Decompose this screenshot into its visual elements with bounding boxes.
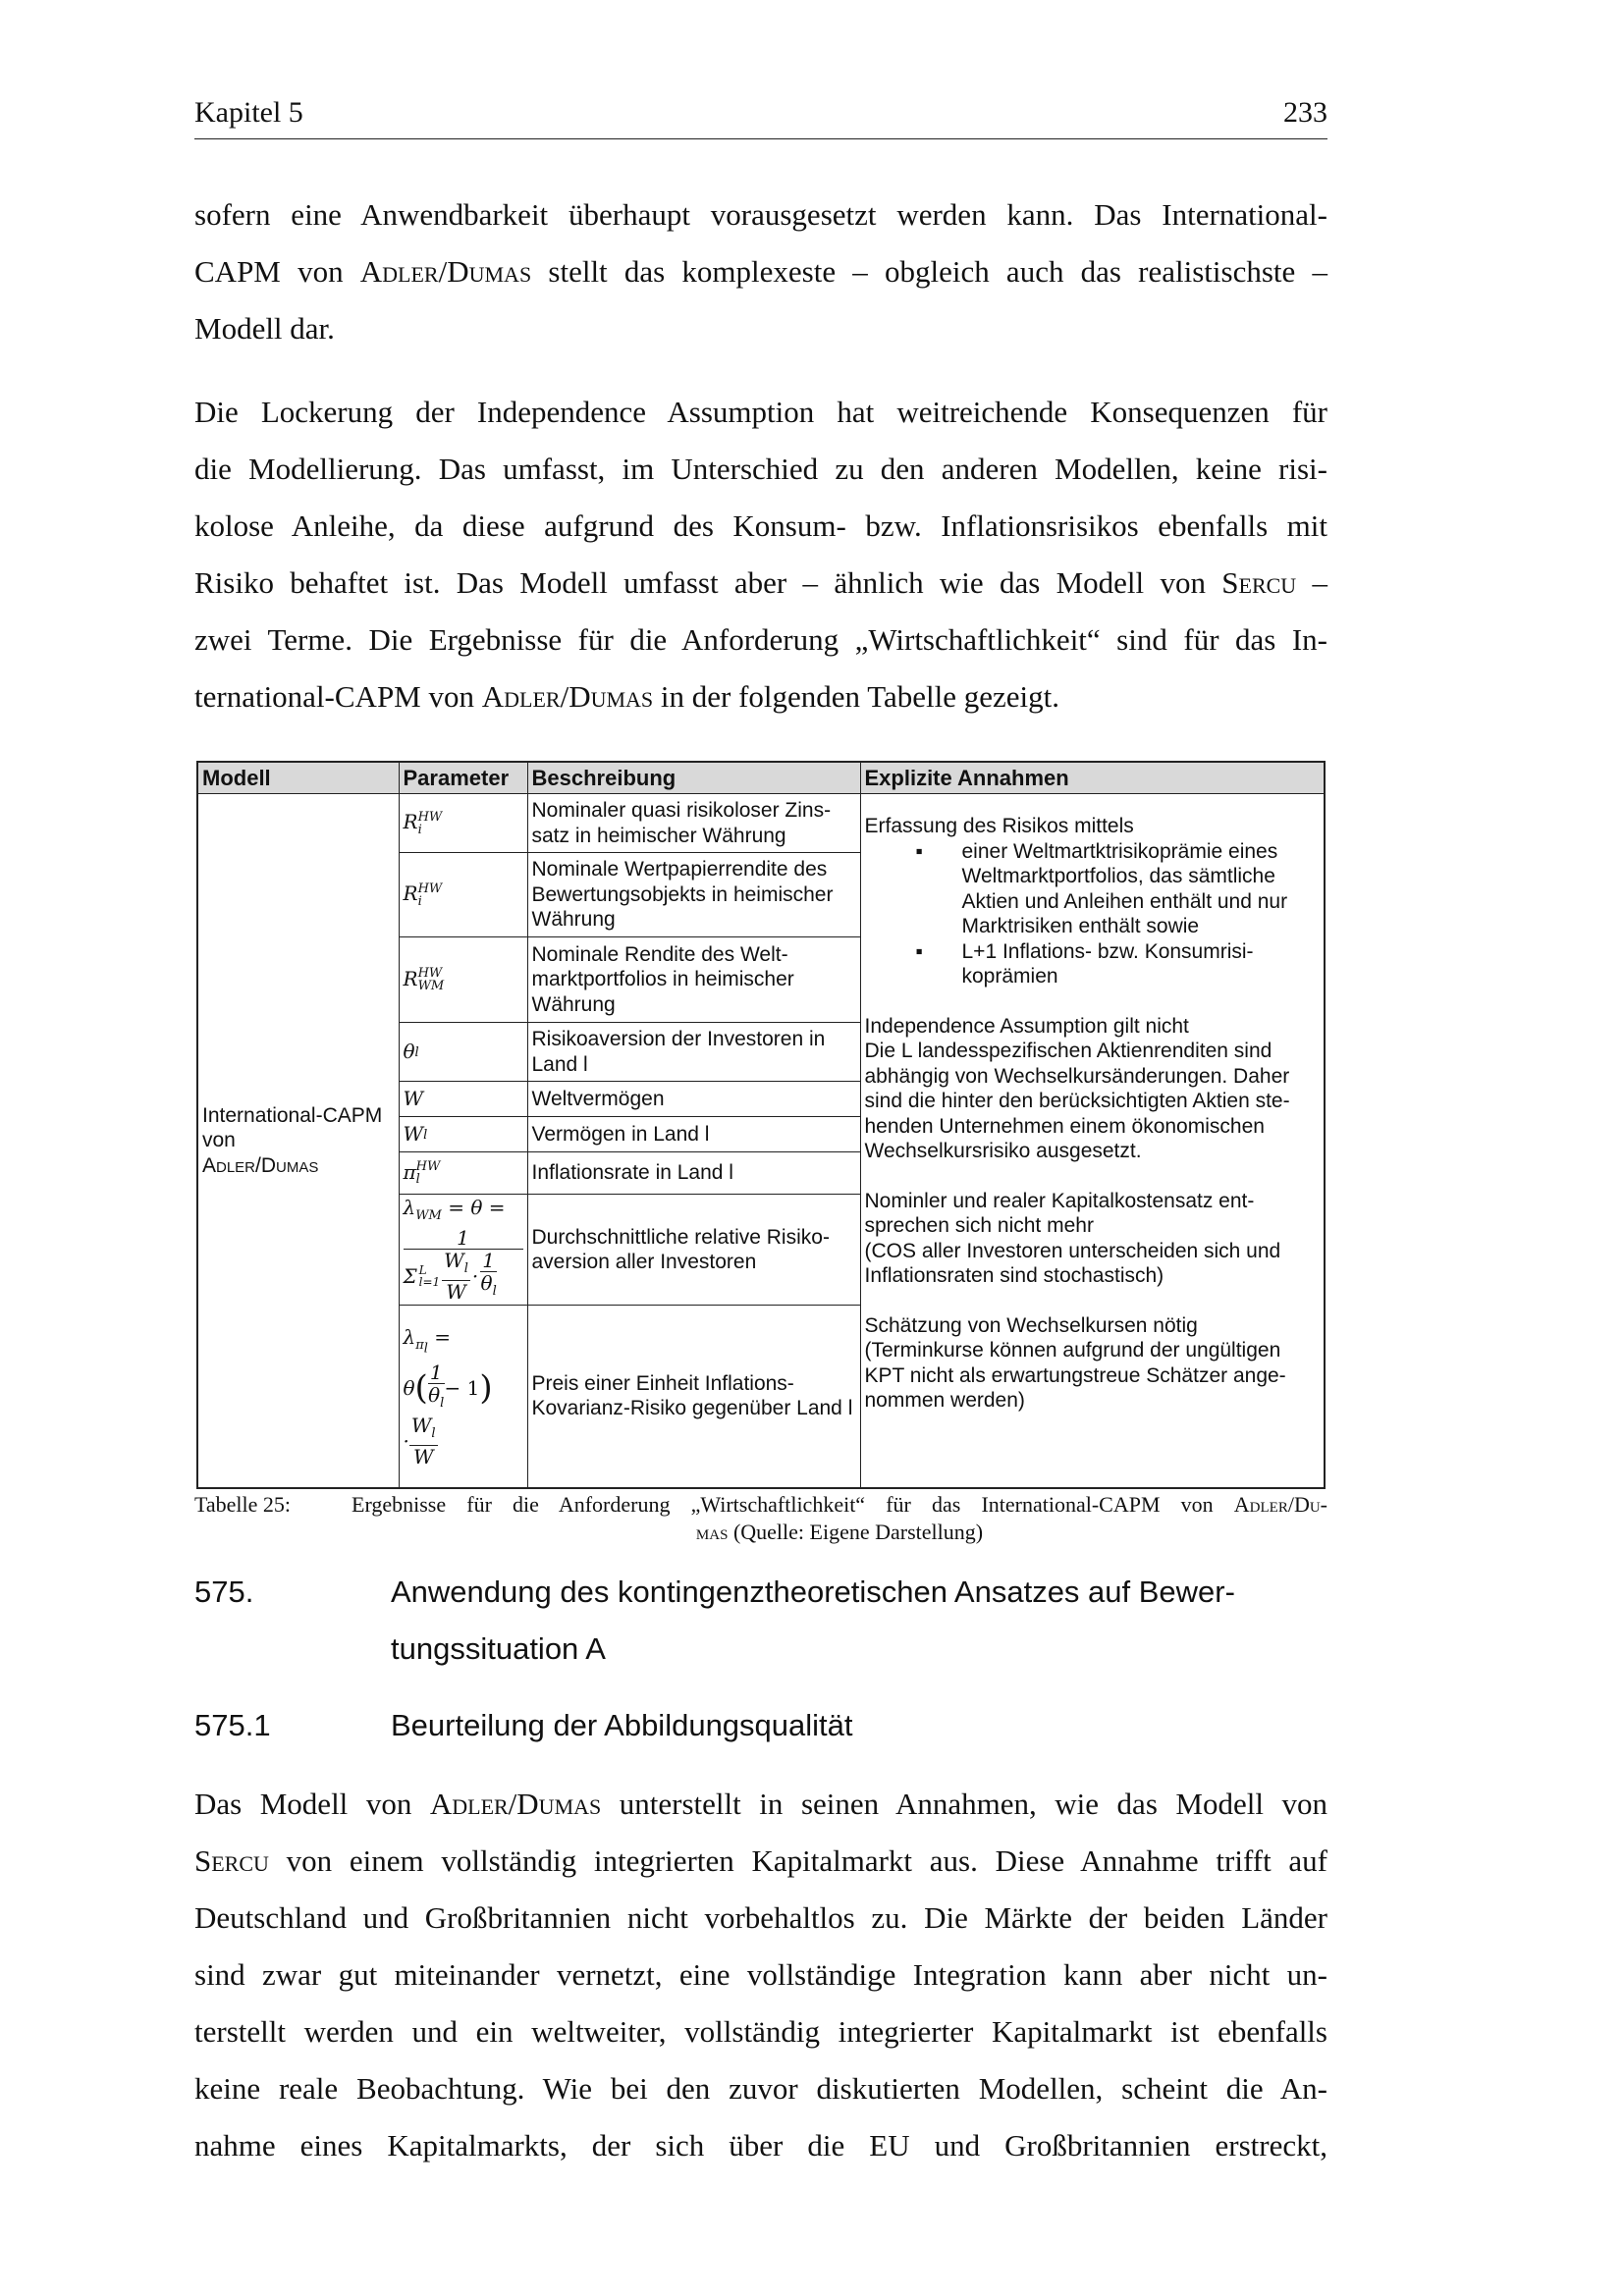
col-header-parameter: Parameter xyxy=(399,762,527,794)
bullet-icon: ▪ xyxy=(915,939,923,963)
text-segment: unterstellt in seinen Annahmen, wie das Modell von xyxy=(601,1786,1327,1821)
param-description: Inflationsrate in Land l xyxy=(527,1152,860,1195)
header-rule xyxy=(194,138,1327,139)
text-line xyxy=(194,300,1327,357)
col-header-modell: Modell xyxy=(197,762,399,794)
bullet-item: ▪ L+1 Inflations- bzw. Konsumrisi-koprämien xyxy=(915,939,1254,988)
author-name: Adler/Dumas xyxy=(481,679,654,714)
text-line xyxy=(194,498,1327,555)
text-segment: sofern eine Anwendbarkeit überhaupt vorausgesetzt werden kann. Das International- xyxy=(194,197,1327,232)
text-segment: sind zwar gut miteinander vernetzt, eine vollständige Integration kann aber nicht un- xyxy=(194,1956,1327,1992)
bullet-icon: ▪ xyxy=(915,839,923,863)
paragraph-2 xyxy=(194,384,1327,725)
caption-text: Ergebnisse für die Anforderung „Wirtschaftlichkeit“ für das International-CAPM von Adler/Du- mas (Quelle: Eigene Darstellung) xyxy=(352,1491,1327,1544)
text-line xyxy=(194,2060,1327,2117)
bullet-item: ▪ einer Weltmartktrisikoprämie eines Weltmarktportfolios, das sämtliche Aktien und Anleihen enthält und nur Marktrisiken enthält sowie xyxy=(915,839,1288,937)
text-line xyxy=(194,441,1327,498)
param-description: Weltvermögen xyxy=(527,1082,860,1117)
text-segment: ternational-CAPM von xyxy=(194,679,482,714)
results-table xyxy=(196,761,1326,1489)
text-segment: in der folgenden Tabelle gezeigt. xyxy=(653,679,1060,714)
subsection-title: Beurteilung der Abbildungsqualität xyxy=(391,1707,853,1742)
text-line xyxy=(194,187,1327,243)
text-segment: terstellt werden und ein weltweiter, vollständig integrierter Kapitalmarkt ist ebenfalls xyxy=(194,2013,1327,2049)
table-row xyxy=(197,794,1325,853)
paragraph-1 xyxy=(194,187,1327,357)
param-description: Risikoaversion der Investoren in Land l xyxy=(527,1023,860,1082)
model-cell xyxy=(197,794,399,1488)
author-name: Adler/Dumas xyxy=(359,254,532,289)
param-symbol: R HW i xyxy=(399,853,527,937)
text-segment: Die Lockerung der Independence Assumption hat weitreichende Konsequenzen für xyxy=(194,395,1327,429)
model-authors: Adler/Dumas xyxy=(202,1153,319,1177)
text-line xyxy=(194,1833,1327,1890)
param-description: Nominale Wertpapierrendite des Bewertungsobjekts in heimischer Währung xyxy=(527,853,860,937)
assumption-cost-of-capital: Nominler und realer Kapitalkostensatz ent-sprechen sich nicht mehr (COS aller Investoren unterscheiden sich und Inflationsraten sind stochastisch) xyxy=(864,1189,1281,1287)
text-segment: CAPM von xyxy=(194,254,360,289)
section-heading xyxy=(194,1564,1327,1678)
text-segment: nahme eines Kapitalmarkts, der sich über die EU und Großbritannien erstreckt, xyxy=(194,2127,1327,2163)
text-line xyxy=(194,555,1327,612)
lower-flow xyxy=(194,761,1327,2174)
paragraph-3 xyxy=(194,1776,1327,2174)
assumption-exchange-rates: Schätzung von Wechselkursen nötig (Terminkurse können aufgrund der ungültigen KPT nicht als erwartungstreue Schätzer ange-nommen werden) xyxy=(864,1313,1286,1412)
model-name: International-CAPM xyxy=(202,1103,383,1127)
assumption-independence: Independence Assumption gilt nicht Die L landesspezifischen Aktienrenditen sind abhängig von Wechselkursänderungen. Daher sind die hinter den berücksichtigten Aktien ste-henden Unternehmen einem ökonomischen Wechselkursrisiko ausgesetzt. xyxy=(864,1014,1290,1162)
page-number: 233 xyxy=(1283,96,1327,129)
text-line xyxy=(194,384,1327,441)
param-symbol: θ l xyxy=(399,1023,527,1082)
caption-text-2: mas (Quelle: Eigene Darstellung) xyxy=(695,1519,984,1544)
text-segment: Modell dar. xyxy=(194,311,335,346)
param-symbol: W l xyxy=(399,1117,527,1152)
col-header-annahmen: Explizite Annahmen xyxy=(860,762,1325,794)
param-description: Nominale Rendite des Welt-marktportfolios in heimischer Währung xyxy=(527,937,860,1023)
assumptions-cell xyxy=(860,794,1325,1488)
text-line xyxy=(194,2117,1327,2174)
author-name: Sercu xyxy=(1221,565,1297,600)
subsection-heading xyxy=(194,1697,1327,1754)
author-name: Adler/Dumas xyxy=(429,1786,602,1821)
text-segment: stellt das komplexeste – obgleich auch das realistischste – xyxy=(531,254,1327,289)
text-segment: – xyxy=(1296,565,1327,600)
text-line xyxy=(194,612,1327,668)
text-segment: kolose Anleihe, da diese aufgrund des Konsum- bzw. Inflationsrisikos ebenfalls mit xyxy=(194,508,1327,543)
text-line xyxy=(194,1890,1327,1947)
param-symbol: R HW WM xyxy=(399,937,527,1023)
param-lambda-wm: $\lambda_{WM} = \theta$ = 1 Σ L l=1 $\frac{W_l}{W}$ · $\frac{1}{\theta_l}$ xyxy=(399,1195,527,1306)
text-line xyxy=(194,1947,1327,2003)
param-description: Preis einer Einheit Inflations-Kovarianz-Risiko gegenüber Land l xyxy=(527,1306,860,1488)
section-title: Anwendung des kontingenztheoretischen Ansatzes auf Bewer- tungssituation A xyxy=(391,1574,1235,1666)
param-symbol: R HW i xyxy=(399,794,527,853)
col-header-beschreibung: Beschreibung xyxy=(527,762,860,794)
text-line xyxy=(194,1776,1327,1833)
section-number: 575. xyxy=(194,1574,254,1609)
caption-label: Tabelle 25: xyxy=(194,1491,292,1517)
param-symbol: W xyxy=(399,1082,527,1117)
subsection-number: 575.1 xyxy=(194,1707,271,1742)
param-description: Durchschnittliche relative Risiko-aversion aller Investoren xyxy=(527,1195,860,1306)
param-description: Nominaler quasi risikoloser Zins-satz in heimischer Währung xyxy=(527,794,860,853)
text-segment: zwei Terme. Die Ergebnisse für die Anforderung „Wirtschaftlichkeit“ sind für das In- xyxy=(194,622,1327,657)
text-segment: Risiko behaftet ist. Das Modell umfasst aber – ähnlich wie das Modell von xyxy=(194,565,1222,600)
model-von: von xyxy=(202,1129,236,1151)
param-lambda-pi: $\lambda_{\pi_l}$ = θ ( $\frac{1}{\theta_l}$ − 1 ) · $\frac{W_l}{W}$ xyxy=(399,1306,527,1488)
text-segment: Das Modell von xyxy=(194,1786,430,1821)
param-symbol: π HW l xyxy=(399,1152,527,1195)
chapter-label: Kapitel 5 xyxy=(194,96,303,129)
text-line xyxy=(194,243,1327,300)
text-line xyxy=(194,2003,1327,2060)
text-line xyxy=(194,668,1327,725)
text-segment: keine reale Beobachtung. Wie bei den zuvor diskutierten Modellen, scheint die An- xyxy=(194,2070,1327,2106)
text-segment: die Modellierung. Das umfasst, im Unterschied zu den anderen Modellen, keine risi- xyxy=(194,452,1327,486)
author-name: Sercu xyxy=(194,1842,269,1878)
assumption-risk: Erfassung des Risikos mittels ▪ einer Weltmartktrisikoprämie eines Weltmarktportfolios, das sämtliche Aktien und Anleihen enthält und nur Marktrisiken enthält sowie ▪ L+1 Inflations- bzw. Konsumrisi-koprämien xyxy=(865,814,1321,989)
param-description: Vermögen in Land l xyxy=(527,1117,860,1152)
text-segment: Deutschland und Großbritannien nicht vorbehaltlos zu. Die Märkte der beiden Länder xyxy=(194,1899,1327,1935)
text-segment: von einem vollständig integrierten Kapitalmarkt aus. Diese Annahme trifft auf xyxy=(268,1842,1327,1878)
table-caption xyxy=(194,1491,1327,1546)
